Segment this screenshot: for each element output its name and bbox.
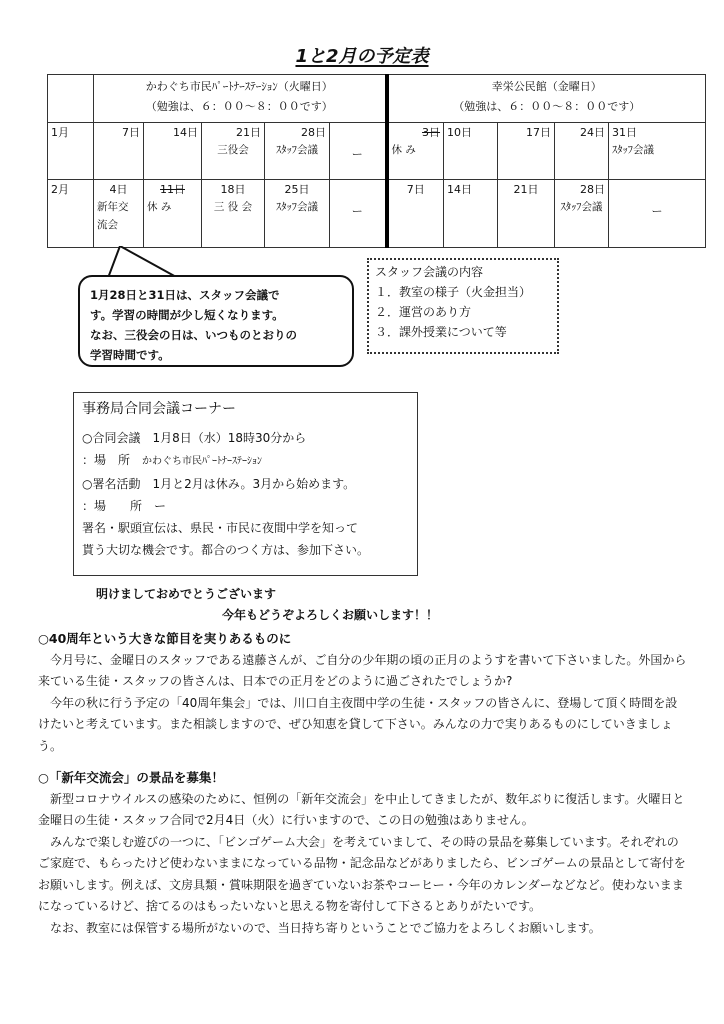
date-cell: 10日	[444, 123, 498, 180]
paragraph: みんなで楽しむ遊びの一つに、「ビンゴゲーム大会」を考えていまして、その時の景品を募集しています。それぞれのご家庭で、もらったけど使わないままになっている品物・記念品などがありましたら、ビンゴゲームの景品として寄付をお願いします。例えば、文房具類・賞味期限を過ぎていないお茶やコーヒー・今年のカレンダーなどなど。使わないままになっているけど、捨てるのはもったいないと思える物を寄付して下さるとありがたいです。	[38, 834, 686, 913]
date-cell: 14日	[444, 180, 498, 248]
event-note: ｽﾀｯﾌ会議	[276, 144, 318, 156]
date-cell: 28日 ｽﾀｯﾌ会議	[555, 180, 609, 248]
office-corner-heading: 事務局合同会議コーナー	[82, 401, 236, 417]
date-cell: 18日 三 役 会	[202, 180, 265, 248]
date-cell: 21日	[498, 180, 555, 248]
event-note: 休 み	[391, 144, 416, 156]
agenda-item: ２．運営のあり方	[375, 305, 472, 319]
paragraph: 新型コロナウイルスの感染のために、恒例の「新年交流会」を中止してきましたが、数年ぶりに復活します。火曜日と金曜日の生徒・スタッフ合同で2月4日（火）に行いますので、この日の勉強はありません。	[38, 791, 685, 827]
event-note: ｽﾀｯﾌ会議	[612, 144, 655, 156]
office-meeting-corner: 事務局合同会議コーナー ○合同会議 1月8日（水）18時30分から ：場 所 かわぐち市民ﾊﾟｰﾄﾅｰｽﾃｰｼｮﾝ ○署名活動 1月と2月は休み。3月から始めます。 ：場 所 ー 署名・駅頭宣伝は、県民・市民に夜間中学を知って 貰う大切な機会です。都合のつく方は、参加下さい。	[73, 392, 418, 576]
table-header-row	[48, 75, 706, 123]
date-cell: 7日	[94, 123, 144, 180]
paragraph: 今年の秋に行う予定の「40周年集会」では、川口自主夜間中学の生徒・スタッフの皆さんに、登場して頂く時間を設けたいと考えています。また相談しますので、ぜひ知恵を貸して下さい。みんなの力で実りあるものにしていきましょう。	[38, 695, 678, 753]
agenda-item: １．教室の様子（火金担当）	[375, 285, 532, 299]
date-cell: 3日 休 み	[387, 123, 444, 180]
tuesday-study-time: （勉強は、６：００～８：００です）	[145, 100, 333, 113]
section-new-year-party-prizes	[38, 767, 688, 939]
page-title: 1と2月の予定表	[295, 46, 429, 67]
month-cell: 1月	[48, 123, 94, 180]
date-cell: 28日 ｽﾀｯﾌ会議	[265, 123, 330, 180]
section-40th-anniversary	[38, 628, 688, 757]
date-cell: 14日	[144, 123, 202, 180]
date-cell: 24日	[555, 123, 609, 180]
event-note: ｽﾀｯﾌ会議	[276, 201, 318, 213]
schedule-table	[47, 74, 706, 248]
date-cell: 25日 ｽﾀｯﾌ会議	[265, 180, 330, 248]
tuesday-venue-name: かわぐち市民ﾊﾟｰﾄﾅｰｽﾃｰｼｮﾝ（火曜日）	[145, 80, 333, 93]
date-cell: 21日 三役会	[202, 123, 265, 180]
date-cell: 11日 休 み	[144, 180, 202, 248]
date-cell: 17日	[498, 123, 555, 180]
new-year-greeting-2: 今年もどうぞよろしくお願いします！！	[222, 608, 439, 622]
event-note: 新年交	[97, 201, 129, 213]
month-cell: 2月	[48, 180, 94, 248]
staff-meeting-agenda-box	[367, 258, 559, 354]
event-note: 三役会	[217, 144, 249, 156]
date-cell: ー	[330, 123, 387, 180]
date-cell: 4日 新年交 流会	[94, 180, 144, 248]
paragraph: なお、教室には保管する場所がないので、当日持ち寄りということでご協力をよろしくお願いします。	[38, 920, 601, 935]
section-heading: ○40周年という大きな節目を実りあるものに	[38, 631, 292, 646]
event-note: ｽﾀｯﾌ会議	[560, 201, 603, 213]
date-cell: 7日	[387, 180, 444, 248]
agenda-item: ３．課外授業について等	[375, 325, 507, 339]
paragraph: 今月号に、金曜日のスタッフである遠藤さんが、ご自分の少年期の頃の正月のようすを書いて下さいました。外国から来ている生徒・スタッフの皆さんは、日本での正月をどのように過ごされたでしょうか?	[38, 652, 687, 688]
tuesday-venue-header	[94, 75, 387, 123]
date-cell: ー	[609, 180, 706, 248]
date-cell: 31日 ｽﾀｯﾌ会議	[609, 123, 706, 180]
new-year-greeting: 明けましておめでとうございます	[96, 587, 277, 601]
corner-cell	[48, 75, 94, 123]
friday-study-time: （勉強は、６：００～８：００です）	[453, 100, 641, 113]
event-note: 休 み	[147, 201, 172, 213]
date-cell: ー	[330, 180, 387, 248]
staff-meeting-heading: スタッフ会議の内容	[375, 265, 484, 279]
table-row	[48, 180, 706, 248]
event-note: 三 役 会	[213, 201, 253, 213]
staff-meeting-note-bubble: 1月28日と31日は、スタッフ会議で す。学習の時間が少し短くなります。 なお、三役会の日は、いつものとおりの 学習時間です。	[78, 275, 354, 367]
friday-venue-header	[387, 75, 706, 123]
friday-venue-name: 幸栄公民館（金曜日）	[491, 80, 602, 93]
section-heading: ○「新年交流会」の景品を募集！	[38, 770, 224, 785]
table-row	[48, 123, 706, 180]
